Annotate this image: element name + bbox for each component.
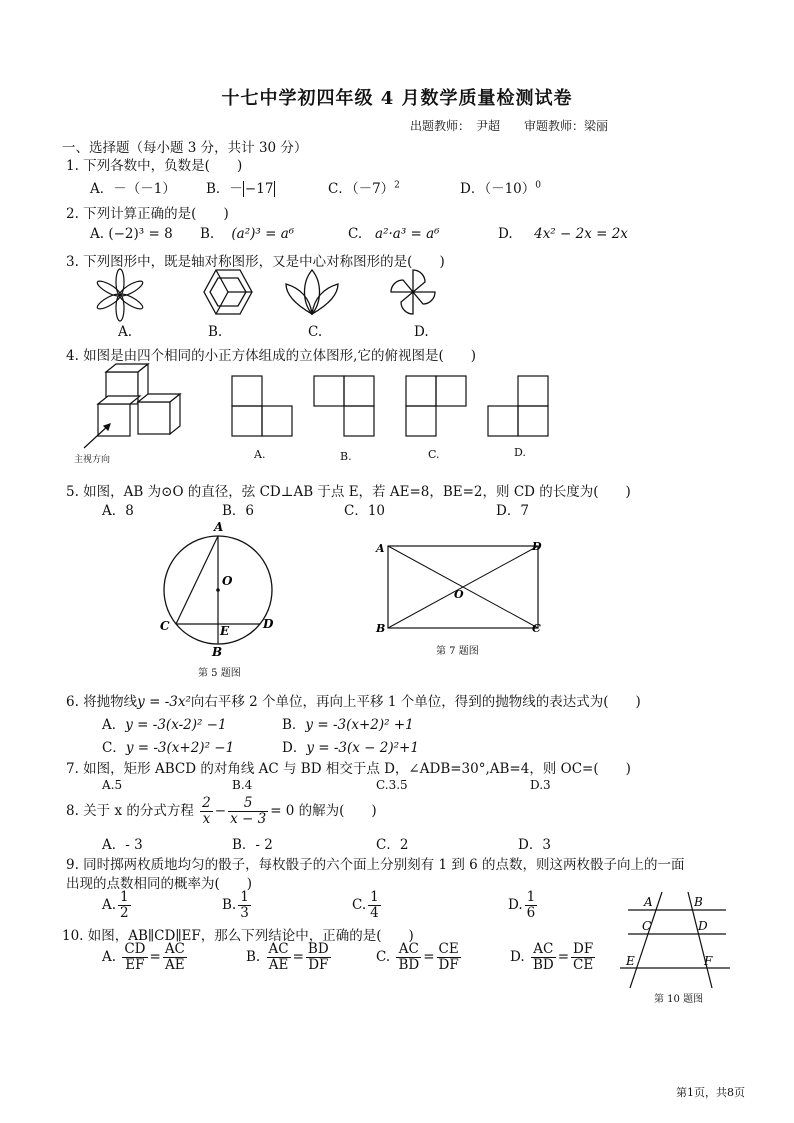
point-a-label: A: [214, 520, 224, 534]
q9-stem-line2: 出现的点数相同的概率为( ): [66, 876, 253, 892]
q8-stem: [66, 796, 377, 827]
q8-f2-num: 5: [228, 796, 268, 812]
lotus-figure: [286, 270, 338, 314]
q6-stem-pre: 6. 将抛物线: [66, 694, 138, 710]
q10-d-n1: AC: [531, 942, 556, 958]
q9-option-d-label: D.: [508, 897, 523, 913]
q10-c-frac-1: [396, 942, 421, 973]
q5-option-d: D．7: [496, 503, 529, 519]
q2-option-d-label: D.: [498, 226, 513, 242]
q5-circle-figure: [150, 518, 290, 660]
q10-d-d2: CE: [573, 957, 594, 973]
q2-stem: 2. 下列计算正确的是( ): [66, 206, 229, 222]
q9-c-den: 4: [370, 905, 379, 921]
center-o: [216, 588, 220, 592]
q4-view-direction-label: 主视方向: [74, 455, 111, 465]
q10-d-frac-2: [571, 942, 595, 973]
q9-b-num: 1: [240, 889, 249, 905]
q2-option-b-label: B.: [200, 226, 215, 242]
q10-b-n1: AC: [268, 941, 289, 957]
q10-figure-caption: 第 10 题图: [654, 994, 704, 1005]
q1-option-b-label: B．－: [206, 181, 243, 197]
q4-stem: 4. 如图是由四个相同的小正方体组成的立体图形,它的俯视图是( ): [66, 348, 476, 364]
q9-option-a-label: A.: [102, 897, 117, 913]
q5-stem: 5. 如图，AB 为⊙O 的直径，弦 CD⊥AB 于点 E，若 AE=8，BE=2，则 CD 的长度为( ): [66, 484, 631, 500]
q10-option-b: [246, 942, 333, 973]
q1-option-d-base: D．（－10）: [460, 181, 536, 197]
q6-option-c: [102, 736, 234, 756]
q9-option-d-fraction: [525, 890, 538, 921]
q4-label-a: A.: [254, 448, 266, 461]
rect-point-c-label: C: [532, 622, 541, 635]
q10-b-eq: =: [292, 949, 304, 965]
q6-stem-post: 向右平移 2 个单位，再向上平移 1 个单位，得到的抛物线的表达式为( ): [190, 694, 641, 710]
q10-option-d: [510, 942, 597, 973]
q7-stem: 7. 如图，矩形 ABCD 的对角线 AC 与 BD 相交于点 D，∠ADB=30°,AB=4，则 OC=( ): [66, 761, 631, 777]
q10-c-d2: DF: [438, 957, 459, 973]
q9-a-den: 2: [120, 905, 129, 921]
top-view-c: [406, 376, 466, 436]
q4-figures: [70, 362, 550, 460]
q3-label-b: B.: [208, 324, 223, 340]
q1-option-c-exp: 2: [394, 180, 400, 191]
q8-fraction-1: [200, 796, 213, 827]
q10-c-eq: =: [423, 949, 435, 965]
q1-option-c: [328, 177, 400, 197]
q10-option-a-label: A.: [102, 949, 117, 965]
q7-figure-caption: 第 7 题图: [436, 646, 479, 657]
q3-label-a: A.: [118, 324, 133, 340]
q6-option-c-expr: y = -3(x+2)² −1: [125, 740, 235, 756]
q6-option-a-expr: y = -3(x-2)² −1: [125, 717, 227, 733]
top-view-d: [488, 376, 548, 436]
point-e-label: E: [220, 624, 230, 638]
q10-option-c-label: C.: [376, 949, 391, 965]
q8-option-d: D．3: [518, 837, 551, 853]
q10-d-d1: BD: [532, 957, 554, 973]
q10-option-b-label: B.: [246, 949, 261, 965]
q9-b-den: 3: [240, 905, 249, 921]
q5-figure-caption: 第 5 题图: [198, 668, 241, 679]
q10-c-n2: CE: [437, 942, 461, 958]
q10-d-eq: =: [557, 949, 569, 965]
q10-a-frac-2: [163, 942, 187, 973]
q8-f2-den: x − 3: [230, 811, 267, 827]
cube-stack-figure: [84, 364, 180, 448]
q1-option-a: A．－（－1）: [90, 181, 176, 197]
point-o-label: O: [222, 574, 233, 588]
q10-a-n2: AC: [164, 941, 185, 957]
q9-option-b: [222, 890, 253, 921]
q6-option-d-label: D．: [282, 740, 307, 756]
p10-b-label: B: [694, 895, 703, 909]
q3-figures: [90, 268, 460, 324]
q8-option-c: C．2: [376, 837, 409, 853]
q9-option-d: [508, 890, 539, 921]
q10-a-d1: EF: [125, 957, 145, 973]
p10-c-label: C: [642, 919, 652, 933]
q10-c-frac-2: [437, 942, 461, 973]
q10-b-d1: AE: [268, 957, 289, 973]
q10-a-frac-1: [122, 942, 147, 973]
q8-stem-post: = 0 的解为( ): [270, 803, 377, 819]
q9-option-b-fraction: [238, 890, 251, 921]
q3-label-d: D.: [414, 324, 429, 340]
q6-option-b: [282, 713, 414, 733]
q10-a-d2: AE: [165, 957, 185, 973]
q7-rectangle-figure: [372, 538, 552, 638]
top-view-a: [232, 376, 292, 436]
top-view-b: [314, 376, 374, 436]
p10-e-label: E: [626, 954, 635, 968]
q10-d-frac-1: [531, 942, 556, 973]
section-heading: 一、选择题（每小题 3 分，共计 30 分）: [62, 140, 308, 156]
q7-option-c: C.3.5: [376, 778, 408, 792]
q9-stem-line1: 9. 同时掷两枚质地均匀的骰子，每枚骰子的六个面上分别刻有 1 到 6 的点数，则这两枚骰子向上的一面: [66, 857, 685, 873]
recycle-hexagon-figure: [204, 270, 252, 314]
pinwheel-figure: [391, 270, 435, 314]
q2-option-c-label: C.: [348, 226, 363, 242]
q8-option-b: B．- 2: [232, 837, 273, 853]
q9-option-a-fraction: [118, 890, 131, 921]
q2-option-b-expr: (a²)³ = a⁶: [231, 226, 295, 242]
flower-petals-figure: [95, 269, 144, 321]
q9-d-den: 6: [526, 905, 536, 921]
q5-option-a: A．8: [102, 503, 134, 519]
point-c-label: C: [160, 619, 170, 633]
q1-option-d: [460, 177, 541, 197]
q1-stem: 1. 下列各数中，负数是( ): [66, 158, 243, 174]
q10-a-n1: CD: [124, 941, 146, 957]
q8-fraction-2: [228, 796, 268, 827]
q6-option-d: [282, 736, 419, 756]
rect-point-d-label: D: [532, 540, 542, 553]
q8-f1-den: x: [202, 811, 211, 827]
q5-option-c: C．10: [344, 503, 386, 519]
q6-stem: [66, 690, 641, 710]
q10-parallel-lines-figure: [614, 888, 734, 990]
p10-f-label: F: [704, 954, 713, 968]
q9-option-c-label: C.: [352, 897, 367, 913]
q8-minus: −: [214, 803, 227, 819]
q2-option-d: [498, 226, 628, 242]
q1-option-c-base: C．（－7）: [328, 181, 395, 197]
q6-option-b-expr: y = -3(x+2)² +1: [305, 717, 414, 733]
q10-c-d1: BD: [398, 957, 420, 973]
q9-d-num: 1: [526, 889, 536, 905]
page-title: 十七中学初四年级 4 月数学质量检测试卷: [221, 88, 573, 109]
q6-option-c-label: C．: [102, 740, 126, 756]
q10-option-a: [102, 942, 189, 973]
rect-point-a-label: A: [376, 542, 385, 555]
q10-b-d2: DF: [308, 957, 329, 973]
q4-label-c: C.: [428, 448, 440, 461]
q2-option-c: [348, 226, 440, 242]
q6-option-b-label: B．: [282, 717, 306, 733]
rect-point-o-label: O: [454, 588, 464, 601]
q7-option-d: D.3: [530, 778, 551, 792]
q5-option-b: B．6: [222, 503, 255, 519]
q8-option-a: A．- 3: [102, 837, 143, 853]
q1-option-b-abs: −17: [244, 181, 274, 197]
p10-d-label: D: [698, 919, 708, 933]
q4-label-b: B.: [340, 450, 352, 463]
q2-option-d-expr: 4x² − 2x = 2x: [534, 226, 628, 242]
page-footer: 第1页，共8页: [676, 1086, 745, 1099]
q4-label-d: D.: [514, 446, 526, 459]
authors-line: 出题教师： 尹超 审题教师：梁丽: [410, 119, 609, 133]
q10-stem: 10. 如图，AB∥CD∥EF，那么下列结论中，正确的是( ): [62, 928, 414, 944]
q2-option-b: [200, 226, 294, 242]
q9-option-c: [352, 890, 383, 921]
q6-option-a-label: A．: [102, 717, 126, 733]
p10-a-label: A: [644, 895, 653, 909]
q9-option-b-label: B.: [222, 897, 237, 913]
q9-option-c-fraction: [368, 890, 381, 921]
point-d-label: D: [263, 617, 274, 631]
point-b-label: B: [212, 645, 223, 659]
q1-option-d-exp: 0: [535, 180, 541, 191]
q7-option-b: B.4: [232, 778, 253, 792]
q3-label-c: C.: [308, 324, 323, 340]
q9-c-num: 1: [370, 889, 379, 905]
q10-b-n2: BD: [307, 941, 329, 957]
rect-point-b-label: B: [376, 622, 386, 635]
q6-stem-expr: y = -3x²: [137, 694, 191, 710]
q6-option-d-expr: y = -3(x − 2)²+1: [306, 740, 419, 756]
q9-option-a: [102, 890, 133, 921]
q6-option-a: [102, 713, 227, 733]
q10-b-frac-1: [267, 942, 291, 973]
q10-option-c: [376, 942, 463, 973]
q1-option-b: [206, 177, 275, 197]
q10-c-n1: AC: [396, 942, 421, 958]
q10-option-d-label: D.: [510, 949, 525, 965]
q10-a-eq: =: [149, 949, 161, 965]
q9-a-num: 1: [120, 889, 129, 905]
q8-stem-pre: 8. 关于 x 的分式方程: [66, 803, 194, 819]
q8-f1-num: 2: [202, 795, 211, 811]
q2-option-c-expr: a²·a³ = a⁶: [375, 226, 440, 242]
q10-d-n2: DF: [573, 941, 594, 957]
q7-option-a: A.5: [102, 778, 123, 792]
q2-option-a: A. (−2)³ = 8: [90, 226, 173, 242]
q10-b-frac-2: [306, 942, 331, 973]
q3-stem: 3. 下列图形中，既是轴对称图形，又是中心对称图形的是( ): [66, 254, 445, 270]
